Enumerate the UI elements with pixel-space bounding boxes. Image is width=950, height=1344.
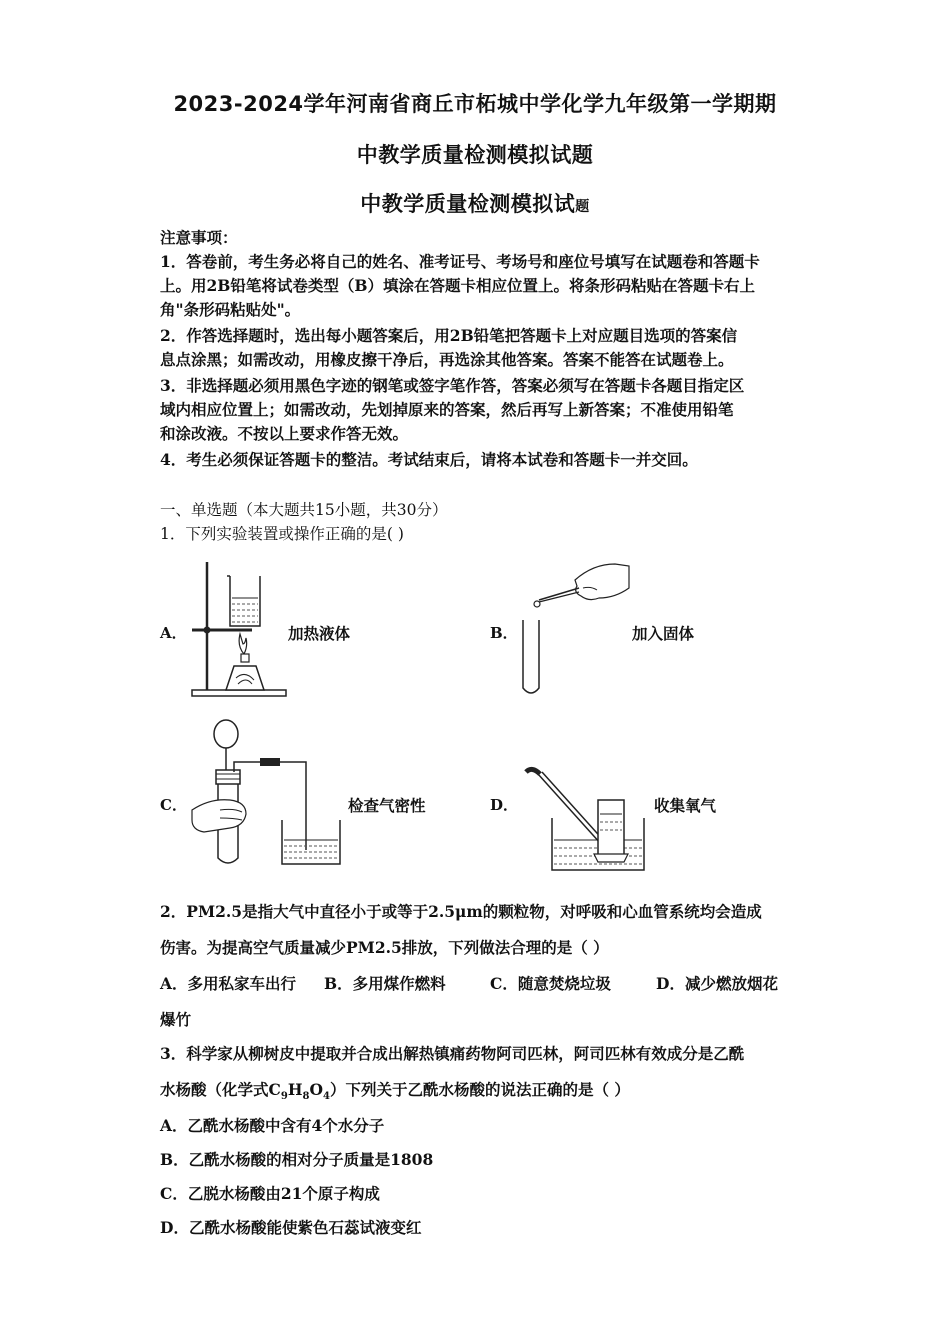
title-line-2: 中教学质量检测模拟试题 <box>356 143 594 167</box>
q3-option-b: B．乙酰水杨酸的相对分子质量是1808 <box>160 1150 434 1169</box>
notice-line: 息点涂黑；如需改动，用橡皮擦干净后，再选涂其他答案。答案不能答在试题卷上。 <box>160 350 734 369</box>
q1-option-d-caption: 收集氧气 <box>654 796 717 815</box>
adding-solid-figure <box>515 558 633 700</box>
q3-line-2-pre: 水杨酸（化学式 <box>160 1080 269 1099</box>
notice-line: 3．非选择题必须用黑色字迹的钢笔或签字笔作答，答案必须写在答题卡各题目指定区 <box>160 376 745 395</box>
title-line-3-main: 中教学质量检测模拟试 <box>360 192 576 216</box>
q3-option-d: D．乙酰水杨酸能使紫色石蕊试液变红 <box>160 1218 422 1237</box>
q1-option-b-caption: 加入固体 <box>632 624 695 643</box>
q2-option-d: D．减少燃放烟花 <box>656 974 778 993</box>
collect-oxygen-figure <box>520 762 650 874</box>
title-line-3 <box>0 188 950 218</box>
notice-line: 2．作答选择题时，选出每小题答案后，用2B铅笔把答题卡上对应题目选项的答案信 <box>160 326 738 345</box>
heating-liquid-figure <box>190 558 290 700</box>
notice-line: 上。用2B铅笔将试卷类型（B）填涂在答题卡相应位置上。将条形码粘贴在答题卡右上 <box>160 276 755 295</box>
q3-line-2 <box>160 1078 800 1109</box>
q1-option-c-caption: 检查气密性 <box>348 796 426 815</box>
notice-heading: 注意事项： <box>160 228 238 247</box>
q2-option-b: B．多用煤作燃料 <box>324 974 446 993</box>
q1-option-a-caption: 加热液体 <box>288 624 351 643</box>
notice-line: 4．考生必须保证答题卡的整洁。考试结束后，请将本试卷和答题卡一并交回。 <box>160 450 698 469</box>
q2-option-c: C．随意焚烧垃圾 <box>490 974 611 993</box>
notice-line: 角"条形码粘贴处"。 <box>160 300 301 319</box>
q1-option-b-letter: B． <box>490 624 518 642</box>
notice-line: 域内相应位置上；如需改动，先划掉原来的答案，然后再写上新答案；不准使用铅笔 <box>160 400 734 419</box>
q2-options-row <box>160 972 800 996</box>
q1-option-d-letter: D． <box>490 796 519 814</box>
q2-option-d-wrap: 爆竹 <box>160 1010 192 1029</box>
q1-option-c-letter: C． <box>160 796 187 814</box>
q3-option-c: C．乙脱水杨酸由21个原子构成 <box>160 1184 380 1203</box>
notice-line: 和涂改液。不按以上要求作答无效。 <box>160 424 409 443</box>
section-heading: 一、单选题（本大题共15小题，共30分） <box>160 501 448 519</box>
q2-option-a: A．多用私家车出行 <box>160 974 297 993</box>
q3-formula: $C_9H_8O_4$ <box>268 1080 330 1103</box>
q3-line-1: 3．科学家从柳树皮中提取并合成出解热镇痛药物阿司匹林，阿司匹林有效成分是乙酰 <box>160 1044 745 1063</box>
q2-line-2: 伤害。为提高空气质量减少PM2.5排放，下列做法合理的是（ ） <box>160 938 609 957</box>
notice-line: 1．答卷前，考生务必将自己的姓名、准考证号、考场号和座位号填写在试题卷和答题卡 <box>160 252 760 271</box>
airtightness-check-figure <box>190 714 350 874</box>
q3-line-2-post: ）下列关于乙酰水杨酸的说法正确的是（ ） <box>329 1080 630 1099</box>
q3-option-a: A．乙酰水杨酸中含有4个水分子 <box>160 1116 385 1135</box>
title-line-1: 2023-2024学年河南省商丘市柘城中学化学九年级第一学期期 <box>173 92 777 116</box>
title-line-3-small: 题 <box>575 199 590 215</box>
q1-option-a-letter: A． <box>160 624 187 642</box>
q1-stem: 1．下列实验装置或操作正确的是( ) <box>160 525 404 543</box>
q2-line-1: 2．PM2.5是指大气中直径小于或等于2.5μm的颗粒物，对呼吸和心血管系统均会造成 <box>160 902 762 921</box>
